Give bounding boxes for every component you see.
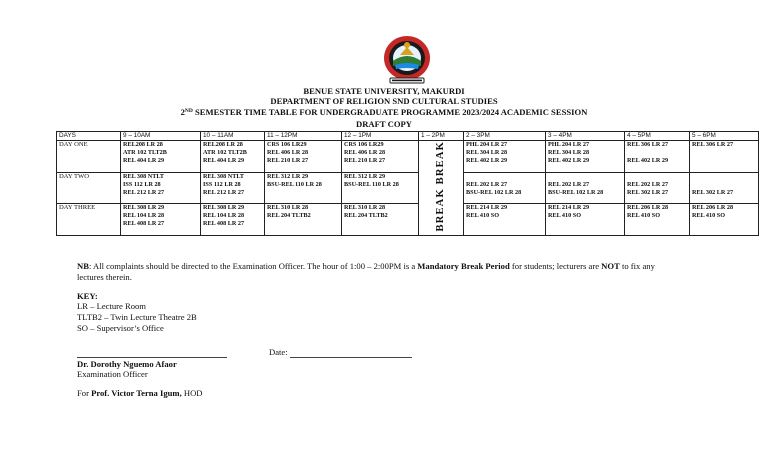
course-entry: REL 310 LR 28 xyxy=(267,204,309,211)
course-entry xyxy=(466,220,543,228)
course-entry: REL 406 LR 28 xyxy=(267,149,309,156)
col-header: 11 – 12PM xyxy=(265,132,342,141)
course-entry: CRS 106 LR29 xyxy=(344,141,384,148)
table-row xyxy=(57,172,759,204)
officer-title: Examination Officer xyxy=(77,369,148,379)
course-entry: REL 410 SO xyxy=(548,212,582,219)
course-entry: REL 204 TLTB2 xyxy=(344,212,388,219)
break-cell xyxy=(419,141,464,236)
course-entry: REL 304 LR 28 xyxy=(466,149,508,156)
course-entry xyxy=(267,220,339,228)
course-entry xyxy=(627,149,687,157)
day-label: DAY TWO xyxy=(57,172,121,204)
course-entry: REL 210 LR 27 xyxy=(267,157,309,164)
course-entry: ISS 112 LR 28 xyxy=(203,180,241,188)
course-entry: REL 212 LR 27 xyxy=(203,188,245,196)
course-entry: REL208 LR 28 xyxy=(123,141,163,148)
course-entry: BSU-REL 110 LR 28 xyxy=(344,180,399,188)
course-entry: REL208 LR 28 xyxy=(203,141,243,148)
slot-cell xyxy=(546,141,625,173)
course-entry xyxy=(267,189,339,197)
timetable-title: 2ND SEMESTER TIME TABLE FOR UNDERGRADUATE PROGRAMME 2023/2024 ACADEMIC SESSION xyxy=(180,107,588,117)
date-label: Date: xyxy=(269,347,288,357)
course-entry: REL 202 LR 27 xyxy=(466,180,508,188)
table-row xyxy=(57,141,759,173)
course-entry: REL 402 LR 29 xyxy=(548,157,590,164)
course-entry: BSU-REL 110 LR 28 xyxy=(267,180,322,188)
course-entry: REL 410 SO xyxy=(466,212,500,219)
course-entry: REL 202 LR 27 xyxy=(627,180,669,188)
course-entry: REL 402 LR 29 xyxy=(627,157,669,164)
course-entry: REL 206 LR 28 xyxy=(692,204,734,211)
key-heading: KEY: xyxy=(77,291,98,301)
course-entry: PHL 204 LR 27 xyxy=(466,141,508,148)
key-item: LR – Lecture Room xyxy=(77,301,146,311)
nb-note: NB: All complaints should be directed to the Examination Officer. The hour of 1:00 – 2:00PM is a Mandatory Break Period for students; lecturers are NOT to fix any xyxy=(77,261,655,271)
header-row xyxy=(57,132,759,141)
course-entry xyxy=(692,157,756,165)
slot-cell xyxy=(121,141,201,173)
course-entry: REL 408 LR 27 xyxy=(203,220,245,227)
course-entry: REL 302 LR 27 xyxy=(627,188,669,196)
course-entry: REL 410 SO xyxy=(627,212,661,219)
course-entry: ATR 102 TLT2B xyxy=(123,149,167,156)
key-item: TLTB2 – Twin Lecture Theatre 2B xyxy=(77,312,197,322)
slot-cell xyxy=(342,141,419,173)
slot-cell xyxy=(121,172,201,204)
course-entry: REL 410 SO xyxy=(692,212,726,219)
course-entry: REL 310 LR 28 xyxy=(344,204,386,211)
course-entry xyxy=(692,149,756,157)
col-header: DAYS xyxy=(57,132,121,141)
course-entry: BSU-REL 102 LR 28 xyxy=(548,188,604,196)
hod-line: For Prof. Victor Terna Igum, HOD xyxy=(77,388,203,398)
course-entry: ISS 112 LR 28 xyxy=(123,180,161,188)
slot-cell xyxy=(690,172,759,204)
table-row xyxy=(57,204,759,236)
course-entry: REL 306 LR 27 xyxy=(627,141,669,148)
course-entry: REL 302 LR 27 xyxy=(692,188,734,196)
nb-note-line2: lectures therein. xyxy=(77,272,132,282)
slot-cell xyxy=(464,172,546,204)
key-item: SO – Supervisor’s Office xyxy=(77,323,164,333)
slot-cell xyxy=(625,172,690,204)
slot-cell xyxy=(265,204,342,236)
course-entry: CRS 106 LR29 xyxy=(267,141,307,148)
slot-cell xyxy=(201,204,265,236)
day-label: DAY ONE xyxy=(57,141,121,173)
course-entry: PHL 204 LR 27 xyxy=(548,141,590,148)
slot-cell xyxy=(265,172,342,204)
course-entry: REL 202 LR 27 xyxy=(548,180,590,188)
course-entry: REL 312 LR 29 xyxy=(344,172,386,180)
course-entry xyxy=(627,173,687,181)
course-entry: REL 214 LR 29 xyxy=(466,204,508,211)
course-entry: REL 214 LR 29 xyxy=(548,204,590,211)
university-logo xyxy=(380,35,434,85)
course-entry xyxy=(344,220,416,228)
slot-cell xyxy=(625,141,690,173)
slot-cell xyxy=(342,172,419,204)
course-entry: REL 206 LR 28 xyxy=(627,204,669,211)
slot-cell xyxy=(342,204,419,236)
col-header: 5 – 6PM xyxy=(690,132,759,141)
course-entry: REL 204 TLTB2 xyxy=(267,212,311,219)
break-label: BREAK BREAK xyxy=(435,141,446,232)
col-header: 4 – 5PM xyxy=(625,132,690,141)
course-entry: REL 406 LR 28 xyxy=(344,149,386,156)
course-entry xyxy=(344,189,416,197)
timetable xyxy=(56,131,759,236)
slot-cell xyxy=(546,172,625,204)
slot-cell xyxy=(121,204,201,236)
slot-cell xyxy=(690,204,759,236)
course-entry: BSU-REL 102 LR 28 xyxy=(466,188,522,196)
course-entry: REL 308 NTLT xyxy=(203,172,245,180)
col-header: 3 – 4PM xyxy=(546,132,625,141)
slot-cell xyxy=(546,204,625,236)
col-header: 12 – 1PM xyxy=(342,132,419,141)
course-entry xyxy=(692,181,756,189)
course-entry: REL 308 NTLT xyxy=(123,172,165,180)
course-entry: REL 212 LR 27 xyxy=(123,188,165,196)
course-entry: REL 404 LR 29 xyxy=(203,157,245,164)
slot-cell xyxy=(625,204,690,236)
slot-cell xyxy=(201,172,265,204)
signature-line xyxy=(77,357,227,358)
course-entry xyxy=(466,173,543,181)
course-entry: REL 104 LR 28 xyxy=(203,212,245,219)
course-entry: REL 308 LR 29 xyxy=(123,204,165,211)
course-entry: ATR 102 TLT2B xyxy=(203,149,247,156)
date-line xyxy=(290,357,412,358)
col-header: 2 – 3PM xyxy=(464,132,546,141)
course-entry: REL 306 LR 27 xyxy=(692,141,734,148)
course-entry xyxy=(692,173,756,181)
course-entry: REL 404 LR 29 xyxy=(123,157,165,164)
draft-copy-label: DRAFT COPY xyxy=(356,119,412,129)
slot-cell xyxy=(265,141,342,173)
course-entry xyxy=(548,173,622,181)
course-entry: REL 304 LR 28 xyxy=(548,149,590,156)
course-entry: REL 312 LR 29 xyxy=(267,172,309,180)
course-entry: REL 210 LR 27 xyxy=(344,157,386,164)
col-header: 10 – 11AM xyxy=(201,132,265,141)
officer-name: Dr. Dorothy Nguemo Afaor xyxy=(77,359,177,369)
department-name: DEPARTMENT OF RELIGION SND CULTURAL STUDIES xyxy=(270,96,498,106)
slot-cell xyxy=(690,141,759,173)
course-entry xyxy=(627,220,687,228)
course-entry: REL 402 LR 29 xyxy=(466,157,508,164)
course-entry: REL 408 LR 27 xyxy=(123,220,165,227)
slot-cell xyxy=(464,141,546,173)
course-entry: REL 104 LR 28 xyxy=(123,212,165,219)
slot-cell xyxy=(201,141,265,173)
slot-cell xyxy=(464,204,546,236)
col-header: 1 – 2PM xyxy=(419,132,464,141)
day-label: DAY THREE xyxy=(57,204,121,236)
course-entry xyxy=(548,220,622,228)
course-entry xyxy=(692,220,756,228)
col-header: 9 – 10AM xyxy=(121,132,201,141)
university-name: BENUE STATE UNIVERSITY, MAKURDI xyxy=(303,86,465,96)
course-entry: REL 308 LR 29 xyxy=(203,204,245,211)
